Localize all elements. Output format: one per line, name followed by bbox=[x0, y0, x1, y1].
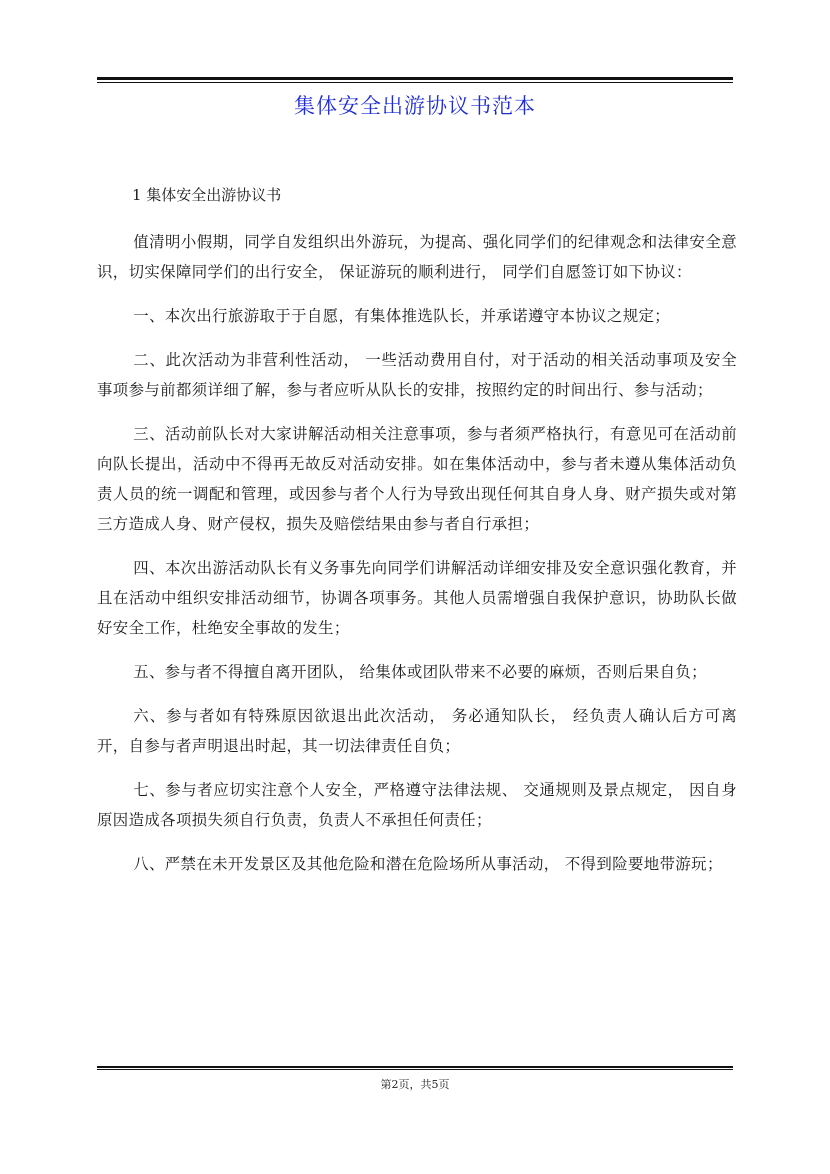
paragraph-clause-1: 一、本次出行旅游取于于自愿，有集体推选队长，并承诺遵守本协议之规定； bbox=[133, 307, 671, 325]
page-number: 第2页，共5页 bbox=[380, 1078, 450, 1091]
paragraph-clause-3: 三、活动前队长对大家讲解活动相关注意事项，参与者须严格执行，有意见可在活动前向队长提出，活动中不得再无故反对活动安排。如在集体活动中，参与者未遵从集体活动负责人员的统一调配和管理，或因参与者个人行为导致出现任何其自身人身、财产损失或对第三方造成人身、财产侵权，损失及赔偿结果由参与者自行承担； bbox=[97, 425, 737, 533]
paragraph-clause-2: 二、此次活动为非营利性活动， 一些活动费用自付，对于活动的相关活动事项及安全事项参与前都须详细了解，参与者应听从队长的安排，按照约定的时间出行、参与活动； bbox=[97, 351, 737, 399]
paragraph-clause-8: 八、严禁在未开发景区及其他危险和潜在危险场所从事活动， 不得到险要地带游玩； bbox=[133, 855, 723, 873]
header-rule bbox=[97, 77, 733, 83]
document-body bbox=[97, 227, 737, 893]
section-subtitle: 1 集体安全出游协议书 bbox=[132, 186, 282, 204]
paragraph-clause-5: 五、参与者不得擅自离开团队， 给集体或团队带来不必要的麻烦，否则后果自负； bbox=[133, 663, 707, 681]
paragraph-clause-6: 六、参与者如有特殊原因欲退出此次活动， 务必通知队长， 经负责人确认后方可离开，自参与者声明退出时起，其一切法律责任自负； bbox=[97, 707, 737, 755]
paragraph-clause-4: 四、本次出游活动队长有义务事先向同学们讲解活动详细安排及安全意识强化教育，并且在活动中组织安排活动细节，协调各项事务。其他人员需增强自我保护意识，协助队长做好安全工作，杜绝安全事故的发生； bbox=[97, 559, 737, 637]
paragraph-clause-7: 七、参与者应切实注意个人安全，严格遵守法律法规、 交通规则及景点规定， 因自身原因造成各项损失须自行负责，负责人不承担任何责任； bbox=[97, 781, 737, 829]
footer-rule bbox=[97, 1066, 733, 1070]
document-title: 集体安全出游协议书范本 bbox=[294, 94, 536, 118]
paragraph-intro: 值清明小假期，同学自发组织出外游玩，为提高、强化同学们的纪律观念和法律安全意识，切实保障同学们的出行安全， 保证游玩的顺利进行， 同学们自愿签订如下协议： bbox=[97, 233, 737, 281]
